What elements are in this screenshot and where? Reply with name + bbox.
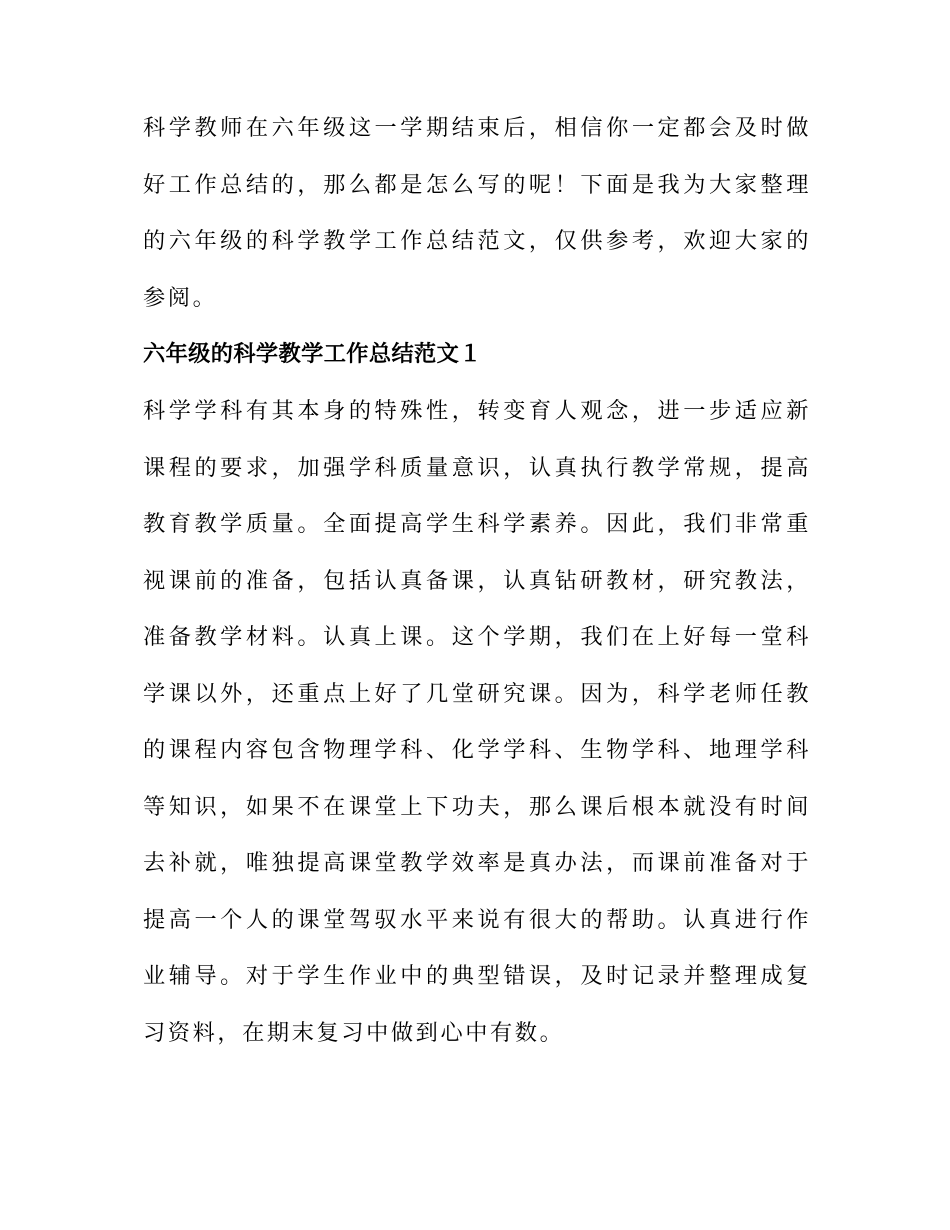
intro-paragraph: 科学教师在六年级这一学期结束后，相信你一定都会及时做好工作总结的，那么都是怎么写的呢！下面是我为大家整理的六年级的科学教学工作总结范文，仅供参考，欢迎大家的参阅。 <box>143 115 811 311</box>
section-heading: 六年级的科学教学工作总结范文１ <box>143 341 482 367</box>
body-paragraph: 科学学科有其本身的特殊性，转变育人观念，进一步适应新课程的要求，加强学科质量意识，认真执行教学常规，提高教育教学质量。全面提高学生科学素养。因此，我们非常重视课前的准备，包括认真备课，认真钻研教材，研究教法，准备教学材料。认真上课。这个学期，我们在上好每一堂科学课以外，还重点上好了几堂研究课。因为，科学老师任教的课程内容包含物理学科、化学学科、生物学科、地理学科等知识，如果不在课堂上下功夫，那么课后根本就没有时间去补就，唯独提高课堂教学效率是真办法，而课前准备对于提高一个人的课堂驾驭水平来说有很大的帮助。认真进行作业辅导。对于学生作业中的典型错误，及时记录并整理成复习资料，在期末复习中做到心中有数。 <box>143 398 811 1046</box>
